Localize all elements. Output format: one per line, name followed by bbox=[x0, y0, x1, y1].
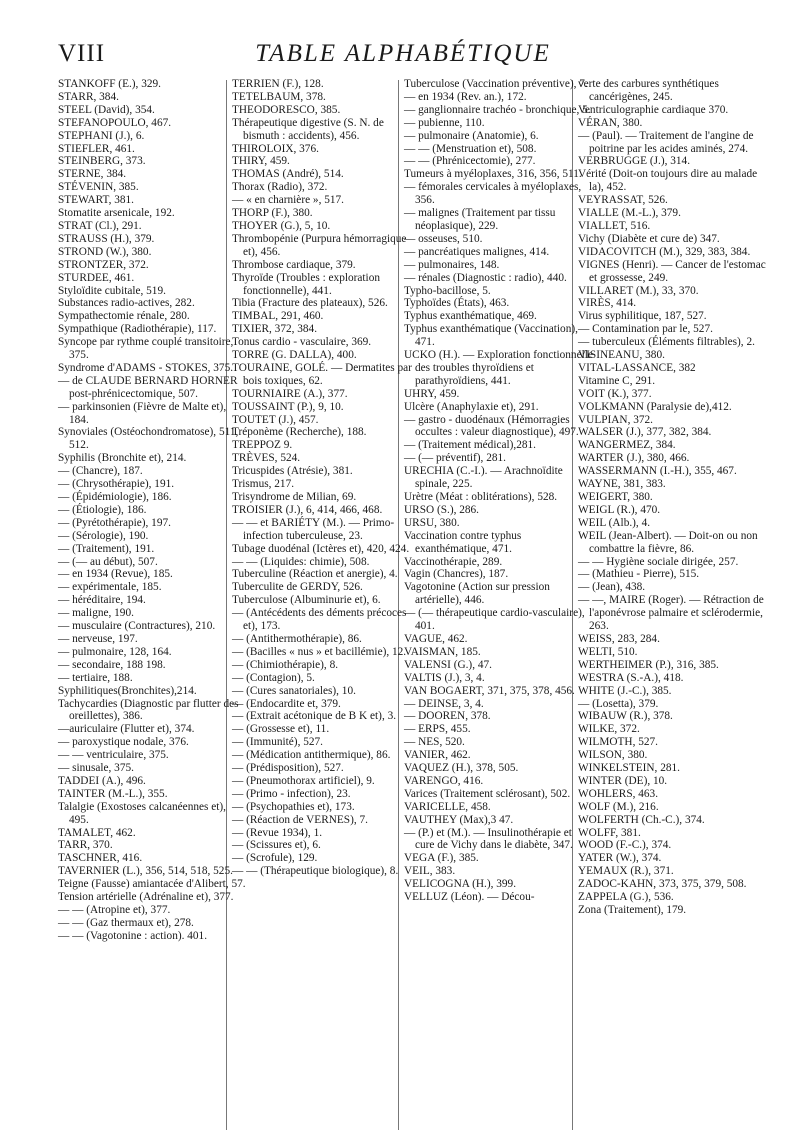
index-entry: STEPHANI (J.), 6. bbox=[58, 129, 145, 142]
index-entry: Tonus cardio - vasculaire, 369. bbox=[232, 336, 372, 349]
index-entry: Syphilitiques(Bronchites),214. bbox=[58, 684, 197, 697]
index-entry: WILMOTH, 527. bbox=[578, 736, 659, 749]
page-number: VIII bbox=[58, 40, 106, 67]
index-entry: TOUSSAINT (P.), 9, 10. bbox=[232, 400, 344, 413]
index-entry: Vaccinothérapie, 289. bbox=[404, 555, 503, 568]
index-entry: Typhus exanthématique (Vaccination), 471. bbox=[404, 323, 578, 349]
index-entry: TAINTER (M.-L.), 355. bbox=[58, 787, 168, 800]
index-entry: — (Pyrétothérapie), 197. bbox=[58, 516, 171, 529]
index-entry: TRÈVES, 524. bbox=[232, 452, 301, 465]
index-entry: — (Prédisposition), 527. bbox=[232, 762, 344, 775]
index-entry: — en 1934 (Rev. an.), 172. bbox=[404, 90, 527, 103]
index-entry: YATER (W.), 374. bbox=[578, 852, 662, 865]
index-entry: WOLF (M.), 216. bbox=[578, 800, 659, 813]
index-entry: VELLUZ (Léon). — Décou- bbox=[404, 891, 535, 904]
index-entry: — — Hygiène sociale dirigée, 257. bbox=[578, 555, 739, 568]
index-entry: STRONTZER, 372. bbox=[58, 258, 149, 271]
index-entry: WIBAUW (R.), 378. bbox=[578, 710, 673, 723]
index-entry: — — (Vagotonine : action). 401. bbox=[58, 929, 208, 942]
index-entry: WILKE, 372. bbox=[578, 723, 640, 736]
index-entry: Vaccination contre typhus exanthématique, 471. bbox=[404, 529, 522, 555]
index-entry: TAVERNIER (L.), 356, 514, 518, 525. bbox=[58, 865, 233, 878]
index-entry: WERTHEIMER (P.), 316, 385. bbox=[578, 658, 719, 671]
index-entry: VIRÈS, 414. bbox=[578, 297, 637, 310]
index-entry: TOURAINE, GOLÉ. — Dermatites par bois toxiques, 62. bbox=[232, 361, 412, 387]
index-entry: ZADOC-KAHN, 373, 375, 379, 508. bbox=[578, 878, 747, 891]
index-entry: WOLFF, 381. bbox=[578, 826, 641, 839]
index-entry: THIROLOIX, 376. bbox=[232, 142, 319, 155]
index-entry: — parkinsonien (Fièvre de Malte et), 184. bbox=[58, 400, 227, 426]
index-entry: Typhus exanthématique, 469. bbox=[404, 310, 537, 323]
index-entry: Vagin (Chancres), 187. bbox=[404, 568, 509, 581]
index-entry: — (Épidémiologie), 186. bbox=[58, 491, 172, 503]
index-entry: VEGA (F.), 385. bbox=[404, 852, 479, 865]
index-entry: WOHLERS, 463. bbox=[578, 787, 659, 800]
index-entry: — DEINSE, 3, 4. bbox=[404, 697, 484, 710]
index-entry: — expérimentale, 185. bbox=[58, 581, 162, 594]
index-entry: Ventriculographie cardiaque 370. bbox=[578, 103, 729, 116]
index-entry: — (Cures sanatoriales), 10. bbox=[232, 684, 356, 697]
index-entry: TORRE (G. DALLA), 400. bbox=[232, 349, 357, 362]
index-entry: WILSON, 380. bbox=[578, 749, 648, 762]
index-entry: — — (Atropine et), 377. bbox=[58, 904, 171, 916]
index-entry: WESTRA (S.-A.), 418. bbox=[578, 671, 684, 684]
index-entry: — osseuses, 510. bbox=[404, 232, 483, 245]
index-entry: — sinusale, 375. bbox=[58, 762, 134, 775]
index-entry: URSO (S.), 286. bbox=[404, 503, 480, 516]
index-entry: WEISS, 283, 284. bbox=[578, 632, 660, 645]
index-entry: VERBRUGGE (J.), 314. bbox=[578, 155, 691, 168]
index-entry: — pulmonaire, 128, 164. bbox=[58, 645, 172, 658]
index-entry: STERNE, 384. bbox=[58, 168, 127, 181]
index-entry: — pancréatiques malignes, 414. bbox=[404, 245, 550, 258]
index-entry: — (Sérologie), 190. bbox=[58, 529, 149, 542]
index-entry: Tachycardies (Diagnostic par flutter des oreillettes), 386. bbox=[58, 697, 239, 723]
index-entry: — (Pneumothorax artificiel), 9. bbox=[232, 774, 375, 787]
index-entry: Urètre (Méat : oblitérations), 528. bbox=[404, 491, 558, 503]
index-entry: Vagotonine (Action sur pression artérielle), 446. bbox=[404, 581, 550, 607]
index-entry: TARR, 370. bbox=[58, 839, 113, 852]
index-entry: VALTIS (J.), 3, 4. bbox=[404, 671, 485, 684]
index-entry: — (Immunité), 527. bbox=[232, 736, 323, 749]
index-entry: VULPIAN, 372. bbox=[578, 413, 653, 426]
index-entry: THIRY, 459. bbox=[232, 155, 290, 168]
index-entry: — (Bacilles « nus » et bacillémie), 12. bbox=[232, 645, 407, 658]
index-entry: Tuberculine (Réaction et anergie), 4. bbox=[232, 568, 398, 581]
index-entry: TIXIER, 372, 384. bbox=[232, 323, 318, 336]
index-entry: VEYRASSAT, 526. bbox=[578, 194, 668, 207]
index-entry: VALENSI (G.), 47. bbox=[404, 658, 492, 671]
index-entry: STEFANOPOULO, 467. bbox=[58, 116, 172, 129]
index-entry: — musculaire (Contractures), 210. bbox=[58, 620, 216, 633]
index-entry: — gastro - duodénaux (Hémorragies occultes : valeur diagnostique), 497. bbox=[404, 413, 579, 439]
index-entry: TROISIER (J.), 6, 414, 466, 468. bbox=[232, 503, 383, 516]
index-entry: VAUTHEY (Max),3 47. bbox=[404, 813, 514, 826]
index-entry: Varices (Traitement sclérosant), 502. bbox=[404, 787, 571, 800]
index-entry: Typho-bacillose, 5. bbox=[404, 284, 491, 297]
index-entry: URECHIA (C.-I.). — Arachnoïdite spinale, 225. bbox=[404, 465, 563, 491]
index-entry: — ERPS, 455. bbox=[404, 723, 471, 736]
index-entry: Sympathique (Radiothérapie), 117. bbox=[58, 323, 217, 336]
page-title: TABLE ALPHABÉTIQUE bbox=[255, 40, 551, 67]
index-entry: VARICELLE, 458. bbox=[404, 800, 491, 813]
index-entry: — Contamination par le, 527. bbox=[578, 323, 713, 336]
index-entry: — fémorales cervicales à myéloplaxes, 356. bbox=[404, 181, 582, 207]
index-entry: VAN BOGAERT, 371, 375, 378, 456. bbox=[404, 684, 575, 697]
index-entry: WEIGL (R.), 470. bbox=[578, 503, 661, 516]
index-entry: — de CLAUDE BERNARD HORNER post-phrénicectomique, 507. bbox=[58, 374, 238, 400]
index-entry: — (— au début), 507. bbox=[58, 555, 158, 568]
index-entry: — rénales (Diagnostic : radio), 440. bbox=[404, 271, 567, 284]
index-entry: TOURNIAIRE (A.), 377. bbox=[232, 387, 348, 400]
index-entry: VIALLET, 516. bbox=[578, 219, 651, 232]
index-entry: WASSERMANN (I.-H.), 355, 467. bbox=[578, 465, 737, 478]
index-entry: Tricuspides (Atrésie), 381. bbox=[232, 465, 353, 478]
index-entry: VOIT (K.), 377. bbox=[578, 387, 652, 400]
page-header bbox=[58, 40, 748, 76]
index-entry: STIEFLER, 461. bbox=[58, 142, 135, 155]
index-entry: — (Antécédents des déments précoces et), 173. bbox=[232, 607, 407, 633]
index-entry: — (P.) et (M.). — Insulinothérapie et cure de Vichy dans le diabète, 347. bbox=[404, 826, 573, 852]
index-entry: Syndrome d'ADAMS - STOKES, 375. bbox=[58, 361, 234, 374]
index-entry: — — ventriculaire, 375. bbox=[58, 749, 169, 762]
index-entry: VIDACOVITCH (M.), 329, 383, 384. bbox=[578, 245, 751, 258]
index-entry: Stomatite arsenicale, 192. bbox=[58, 207, 175, 220]
index-entry: UHRY, 459. bbox=[404, 387, 460, 400]
index-entry: TAMALET, 462. bbox=[58, 826, 136, 839]
index-entry: TREPPOZ 9. bbox=[232, 439, 293, 452]
index-entry: — —, MAIRE (Roger). — Rétraction de l'aponévrose palmaire et sclérodermie, 263. bbox=[578, 594, 764, 633]
index-entry: THORP (F.), 380. bbox=[232, 207, 313, 220]
index-entry: VEIL, 383. bbox=[404, 865, 456, 878]
index-entry: VITAL-LASSANCE, 382 bbox=[578, 361, 696, 374]
index-entry: VAQUEZ (H.), 378, 505. bbox=[404, 762, 519, 775]
index-entry: WELTI, 510. bbox=[578, 645, 638, 658]
index-entry: WANGERMEZ, 384. bbox=[578, 439, 676, 452]
index-entry: STRAUSS (H.), 379. bbox=[58, 232, 155, 245]
index-entry: STÉVENIN, 385. bbox=[58, 181, 139, 194]
index-entry: Typhoïdes (États), 463. bbox=[404, 297, 510, 310]
index-entry: WINTER (DE), 10. bbox=[578, 774, 668, 787]
index-entry: THOYER (G.), 5, 10. bbox=[232, 219, 331, 232]
index-entry: STEWART, 381. bbox=[58, 194, 134, 207]
index-entry: Zona (Traitement), 179. bbox=[578, 904, 687, 916]
index-entry: — DOOREN, 378. bbox=[404, 710, 491, 723]
index-entry: Substances radio-actives, 282. bbox=[58, 297, 195, 310]
index-entry: Vérité (Doit-on toujours dire au malade la), 452. bbox=[578, 168, 758, 194]
index-entry: — (Antithermothérapie), 86. bbox=[232, 632, 362, 645]
index-entry: — secondaire, 188 198. bbox=[58, 658, 166, 671]
index-entry: — (— thérapeutique cardio-vasculaire), 401. bbox=[404, 607, 585, 633]
index-entry: Thyroïde (Troubles : exploration fonctionnelle), 441. bbox=[232, 271, 380, 297]
index-entry: Virus syphilitique, 187, 527. bbox=[578, 310, 707, 323]
index-entry: VAGUE, 462. bbox=[404, 632, 468, 645]
index-entry: — (Réaction de VERNES), 7. bbox=[232, 813, 368, 826]
index-entry: — — (Gaz thermaux et), 278. bbox=[58, 916, 194, 929]
index-entry: THOMAS (André), 514. bbox=[232, 168, 344, 181]
index-entry: VIALLE (M.-L.), 379. bbox=[578, 207, 681, 220]
index-entry: — pubienne, 110. bbox=[404, 116, 485, 129]
index-entry: — (Losetta), 379. bbox=[578, 697, 659, 710]
index-entry: Tuberculite de GERDY, 526. bbox=[232, 581, 363, 594]
index-entry: STROND (W.), 380. bbox=[58, 245, 152, 258]
index-entry: — (Paul). — Traitement de l'angine de poitrine par les acides aminés, 274. bbox=[578, 129, 754, 155]
index-entry: UCKO (H.). — Exploration fonctionnelle des troubles thyroïdiens et parathyroïdiens, 441. bbox=[404, 349, 593, 387]
index-entry: YEMAUX (R.), 371. bbox=[578, 865, 674, 878]
index-entry: — (Extrait acétonique de B K et), 3. bbox=[232, 710, 397, 723]
index-entry: TERRIEN (F.), 128. bbox=[232, 78, 324, 90]
index-entry: Vitamine C, 291. bbox=[578, 374, 656, 387]
index-entry: Tension artérielle (Adrénaline et), 377. bbox=[58, 891, 234, 904]
index-entry: Synoviales (Ostéochondromatose), 511, 512. bbox=[58, 426, 239, 452]
index-entry: — (Scrofule), 129. bbox=[232, 852, 318, 865]
index-entry: TADDEI (A.), 496. bbox=[58, 774, 146, 787]
index-entry: VAISMAN, 185. bbox=[404, 645, 481, 658]
index-entry: STURDEE, 461. bbox=[58, 271, 135, 284]
index-entry: — (Contagion), 5. bbox=[232, 671, 315, 684]
index-entry: Syncope par rythme couplé transitoire, 375. bbox=[58, 336, 234, 362]
index-entry: Tréponème (Recherche), 188. bbox=[232, 426, 367, 439]
index-entry: Tibia (Fracture des plateaux), 526. bbox=[232, 297, 388, 310]
index-entry: Sympathectomie rénale, 280. bbox=[58, 310, 190, 323]
index-entry: — — et BARIÉTY (M.). — Primo-infection tuberculeuse, 23. bbox=[232, 516, 395, 542]
index-entry: TASCHNER, 416. bbox=[58, 852, 143, 865]
index-entry: Tuberculose (Albuminurie et), 6. bbox=[232, 594, 381, 607]
index-entry: Thrombose cardiaque, 379. bbox=[232, 258, 356, 271]
index-entry: STEINBERG, 373. bbox=[58, 155, 146, 168]
index-entry: STANKOFF (E.), 329. bbox=[58, 78, 161, 90]
index-column-4 bbox=[578, 78, 768, 917]
index-entry: — pulmonaires, 148. bbox=[404, 258, 500, 271]
index-entry: Syphilis (Bronchite et), 214. bbox=[58, 452, 187, 465]
index-entry: — tertiaire, 188. bbox=[58, 671, 133, 684]
index-entry: VELICOGNA (H.), 399. bbox=[404, 878, 517, 891]
index-entry: Thrombopénie (Purpura hémorragique et), 456. bbox=[232, 232, 407, 258]
index-entry: TETELBAUM, 378. bbox=[232, 90, 326, 103]
index-entry: WINKELSTEIN, 281. bbox=[578, 762, 680, 775]
index-entry: — tuberculeux (Éléments filtrables), 2. bbox=[578, 336, 755, 349]
index-entry: — maligne, 190. bbox=[58, 607, 134, 620]
index-entry: — en 1934 (Revue), 185. bbox=[58, 568, 173, 581]
index-entry: — (Psychopathies et), 173. bbox=[232, 800, 355, 813]
index-column-2 bbox=[232, 78, 422, 878]
index-entry: TOUTET (J.), 457. bbox=[232, 413, 319, 426]
index-entry: — — (Phrénicectomie), 277. bbox=[404, 155, 536, 168]
index-entry: Thorax (Radio), 372. bbox=[232, 181, 328, 194]
index-column-3 bbox=[404, 78, 594, 904]
index-entry: — (Scissures et), 6. bbox=[232, 839, 321, 852]
index-entry: VOLKMANN (Paralysie de),412. bbox=[578, 400, 732, 413]
index-entry: STEEL (David), 354. bbox=[58, 103, 155, 116]
index-entry: — (Primo - infection), 23. bbox=[232, 787, 351, 800]
index-entry: THEODORESCO, 385. bbox=[232, 103, 341, 116]
index-entry: — — (Liquides: chimie), 508. bbox=[232, 555, 370, 568]
index-column-1 bbox=[58, 78, 248, 943]
index-entry: — (Médication antithermique), 86. bbox=[232, 749, 391, 762]
index-entry: Tumeurs à myéloplaxes, 316, 356, 511. bbox=[404, 168, 582, 181]
index-entry: VÉRAN, 380. bbox=[578, 116, 643, 129]
index-entry: VILLARET (M.), 33, 370. bbox=[578, 284, 699, 297]
index-entry: — malignes (Traitement par tissu néoplasique), 229. bbox=[404, 207, 556, 232]
index-entry: — nerveuse, 197. bbox=[58, 632, 138, 645]
index-entry: Trisyndrome de Milian, 69. bbox=[232, 491, 357, 503]
index-entry: VISINEANU, 380. bbox=[578, 349, 665, 362]
index-entry: — (Revue 1934), 1. bbox=[232, 826, 323, 839]
index-entry: — (Traitement), 191. bbox=[58, 542, 155, 555]
index-entry: WHITE (J.-C.), 385. bbox=[578, 684, 672, 697]
index-entry: WEIGERT, 380. bbox=[578, 491, 653, 503]
index-entry: WAYNE, 381, 383. bbox=[578, 478, 666, 491]
index-entry: Thérapeutique digestive (S. N. de bismuth : accidents), 456. bbox=[232, 116, 384, 142]
index-entry: Tubage duodénal (Ictères et), 420, 424. bbox=[232, 542, 410, 555]
index-entry: — (Étiologie), 186. bbox=[58, 503, 147, 516]
index-entry: — (Jean), 438. bbox=[578, 581, 646, 594]
index-entry: — — (Menstruation et), 508. bbox=[404, 142, 537, 155]
index-entry: — (Chimiothérapie), 8. bbox=[232, 658, 339, 671]
index-entry: — héréditaire, 194. bbox=[58, 594, 146, 607]
index-entry: WOLFERTH (Ch.-C.), 374. bbox=[578, 813, 705, 826]
index-entry: TIMBAL, 291, 460. bbox=[232, 310, 324, 323]
index-entry: —auriculaire (Flutter et), 374. bbox=[58, 723, 195, 736]
index-entry: — (Grossesse et), 11. bbox=[232, 723, 330, 736]
index-entry: Ulcère (Anaphylaxie et), 291. bbox=[404, 400, 539, 413]
index-entry: Teigne (Fausse) amiantacée d'Alibert, 57. bbox=[58, 878, 246, 891]
index-entry: — paroxystique nodale, 376. bbox=[58, 736, 189, 749]
index-entry: verte des carbures synthétiques cancérigènes, 245. bbox=[578, 78, 719, 103]
index-entry: STRAT (Cl.), 291. bbox=[58, 219, 142, 232]
index-entry: ZAPPELA (G.), 536. bbox=[578, 891, 674, 904]
index-entry: — « en charnière », 517. bbox=[232, 194, 344, 207]
index-entry: WOOD (F.-C.), 374. bbox=[578, 839, 672, 852]
index-entry: — pulmonaire (Anatomie), 6. bbox=[404, 129, 539, 142]
index-entry: — — (Thérapeutique biologique), 8. bbox=[232, 865, 399, 878]
index-entry: VIGNES (Henri). — Cancer de l'estomac et grossesse, 249. bbox=[578, 258, 766, 284]
index-entry: — (Chancre), 187. bbox=[58, 465, 143, 478]
index-entry: WEIL (Jean-Albert). — Doit-on ou non combattre la fièvre, 86. bbox=[578, 529, 758, 555]
index-entry: Vichy (Diabète et cure de) 347. bbox=[578, 232, 720, 245]
index-entry: WALSER (J.), 377, 382, 384. bbox=[578, 426, 712, 439]
index-entry: — (Mathieu - Pierre), 515. bbox=[578, 568, 700, 581]
index-entry: WEIL (Alb.), 4. bbox=[578, 516, 651, 529]
index-entry: — (Endocardite et, 379. bbox=[232, 697, 341, 710]
index-entry: Tuberculose (Vaccination préventive), 7. bbox=[404, 78, 588, 90]
index-entry: WARTER (J.), 380, 466. bbox=[578, 452, 690, 465]
index-entry: — (— préventif), 281. bbox=[404, 452, 506, 465]
index-entry: Talalgie (Exostoses calcanéennes et), 495. bbox=[58, 800, 226, 826]
index-entry: — (Chrysothérapie), 191. bbox=[58, 478, 175, 491]
index-entry: — (Traitement médical),281. bbox=[404, 439, 536, 452]
index-entry: URSU, 380. bbox=[404, 516, 460, 529]
index-entry: — ganglionnaire trachéo - bronchique, 5. bbox=[404, 103, 591, 116]
index-entry: VANIER, 462. bbox=[404, 749, 471, 762]
index-entry: Trismus, 217. bbox=[232, 478, 295, 491]
index-entry: STARR, 384. bbox=[58, 90, 119, 103]
index-entry: — NES, 520. bbox=[404, 736, 465, 749]
index-entry: Styloïdite cubitale, 519. bbox=[58, 284, 166, 297]
index-entry: VARENGO, 416. bbox=[404, 774, 484, 787]
